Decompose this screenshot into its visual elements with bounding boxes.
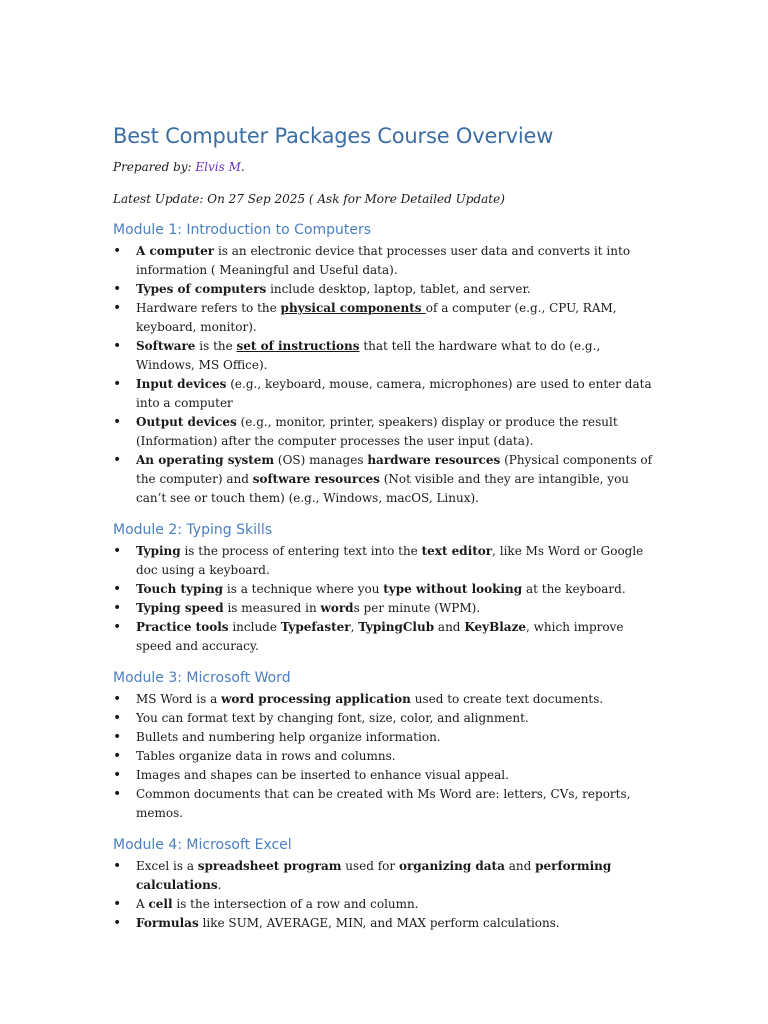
author-name: Elvis M bbox=[195, 160, 241, 174]
list-item-text: , bbox=[350, 620, 359, 634]
list-item-text: Images and shapes can be inserted to enhance visual appeal. bbox=[136, 768, 509, 782]
module-bullet-list bbox=[113, 857, 661, 933]
list-item-text: Excel is a bbox=[136, 859, 198, 873]
list-item bbox=[113, 766, 661, 785]
list-item-text: You can format text by changing font, size, color, and alignment. bbox=[136, 711, 529, 725]
list-item-text: Practice tools bbox=[136, 620, 229, 634]
list-item-text: (Not visible and they are intangible, you can’t see or touch them) (e.g., Windows, macOS, Linux). bbox=[136, 472, 630, 505]
list-item-text: at the keyboard. bbox=[522, 582, 626, 596]
list-item-text: used for bbox=[341, 859, 399, 873]
list-item-text: Typefaster bbox=[280, 620, 351, 634]
module-bullet-list bbox=[113, 542, 661, 656]
list-item bbox=[113, 242, 661, 280]
list-item-text: Typing speed bbox=[136, 601, 224, 615]
list-item-text: TypingClub bbox=[358, 620, 435, 634]
module-heading: Module 4: Microsoft Excel bbox=[113, 837, 292, 853]
prepared-by-label: Prepared by: bbox=[113, 160, 192, 174]
module-bullet-list bbox=[113, 690, 661, 823]
list-item-text: type without looking bbox=[383, 582, 523, 596]
list-item bbox=[113, 709, 661, 728]
latest-update-line: Latest Update: On 27 Sep 2025 ( Ask for More Detailed Update) bbox=[113, 192, 505, 206]
list-item bbox=[113, 599, 661, 618]
document-title: Best Computer Packages Course Overview bbox=[113, 124, 554, 148]
list-item-text: (Physical components of the computer) and bbox=[136, 453, 653, 486]
list-item bbox=[113, 747, 661, 766]
list-item-text: performing calculations bbox=[136, 859, 612, 892]
list-item-text: is the process of entering text into the bbox=[180, 544, 422, 558]
list-item bbox=[113, 618, 661, 656]
list-item-text: is an electronic device that processes user data and converts it into information ( Meaningful and Useful data). bbox=[136, 244, 631, 277]
list-item-text: word processing application bbox=[221, 692, 411, 706]
list-item-text: Bullets and numbering help organize information. bbox=[136, 730, 441, 744]
list-item-text: , like Ms Word or Google doc using a keyboard. bbox=[136, 544, 644, 577]
list-item-text: MS Word is a bbox=[136, 692, 222, 706]
list-item-text: (e.g., monitor, printer, speakers) display or produce the result (Information) after the computer processes the user input (data). bbox=[136, 415, 618, 448]
list-item-text: of a computer (e.g., CPU, RAM, keyboard, monitor). bbox=[136, 301, 617, 334]
list-item-text: is measured in bbox=[223, 601, 321, 615]
list-item bbox=[113, 580, 661, 599]
list-item-text: word bbox=[320, 601, 354, 615]
list-item-text: is the intersection of a row and column. bbox=[172, 897, 419, 911]
list-item-text: Input devices bbox=[136, 377, 227, 391]
list-item-text: organizing data bbox=[398, 859, 505, 873]
list-item-text: s per minute (WPM). bbox=[353, 601, 481, 615]
list-item bbox=[113, 413, 661, 451]
list-item-text: Touch typing bbox=[136, 582, 224, 596]
list-item-text: hardware resources bbox=[367, 453, 501, 467]
list-item-text: cell bbox=[148, 897, 173, 911]
list-item-text: Common documents that can be created with Ms Word are: letters, CVs, reports, memos. bbox=[136, 787, 631, 820]
list-item bbox=[113, 299, 661, 337]
list-item-text: KeyBlaze bbox=[464, 620, 527, 634]
module-bullet-list bbox=[113, 242, 661, 508]
list-item-text: , which improve speed and accuracy. bbox=[136, 620, 624, 653]
list-item-text: include desktop, laptop, tablet, and server. bbox=[266, 282, 531, 296]
list-item-text: and bbox=[434, 620, 465, 634]
list-item-text: spreadsheet program bbox=[197, 859, 342, 873]
list-item-text: Types of computers bbox=[136, 282, 267, 296]
list-item bbox=[113, 857, 661, 895]
list-item bbox=[113, 690, 661, 709]
list-item bbox=[113, 451, 661, 508]
list-item-text: A bbox=[136, 897, 149, 911]
list-item-text: is a technique where you bbox=[223, 582, 384, 596]
list-item bbox=[113, 280, 661, 299]
module-heading: Module 3: Microsoft Word bbox=[113, 670, 291, 686]
list-item-text: used to create text documents. bbox=[410, 692, 604, 706]
list-item-text: set of instructions bbox=[236, 339, 360, 353]
list-item-text: like SUM, AVERAGE, MIN, and MAX perform calculations. bbox=[198, 916, 560, 930]
list-item bbox=[113, 728, 661, 747]
list-item-text: Tables organize data in rows and columns. bbox=[136, 749, 396, 763]
list-item bbox=[113, 785, 661, 823]
prepared-by-line bbox=[113, 158, 661, 176]
list-item bbox=[113, 375, 661, 413]
list-item-text: A computer bbox=[136, 244, 215, 258]
list-item-text: and bbox=[504, 859, 536, 873]
list-item bbox=[113, 337, 661, 375]
module-heading: Module 2: Typing Skills bbox=[113, 522, 273, 538]
list-item-text: software resources bbox=[252, 472, 380, 486]
list-item-text: text editor bbox=[421, 544, 493, 558]
list-item-text: An operating system bbox=[136, 453, 275, 467]
list-item-text: Formulas bbox=[136, 916, 199, 930]
list-item-text: is the bbox=[195, 339, 237, 353]
modules-container bbox=[113, 222, 661, 933]
list-item-text: that tell the hardware what to do (e.g., Windows, MS Office). bbox=[136, 339, 601, 372]
document-page bbox=[113, 124, 661, 933]
list-item-text: Software bbox=[136, 339, 196, 353]
list-item bbox=[113, 542, 661, 580]
list-item-text: Hardware refers to the bbox=[136, 301, 281, 315]
list-item bbox=[113, 914, 661, 933]
list-item-text: include bbox=[228, 620, 281, 634]
list-item bbox=[113, 895, 661, 914]
list-item-text: Output devices bbox=[136, 415, 237, 429]
author-suffix: . bbox=[240, 160, 245, 174]
module-heading: Module 1: Introduction to Computers bbox=[113, 222, 372, 238]
list-item-text: Typing bbox=[136, 544, 181, 558]
list-item-text: . bbox=[217, 878, 222, 892]
list-item-text: (e.g., keyboard, mouse, camera, microphones) are used to enter data into a computer bbox=[136, 377, 652, 410]
list-item-text: (OS) manages bbox=[274, 453, 368, 467]
list-item-text: physical components bbox=[280, 301, 426, 315]
